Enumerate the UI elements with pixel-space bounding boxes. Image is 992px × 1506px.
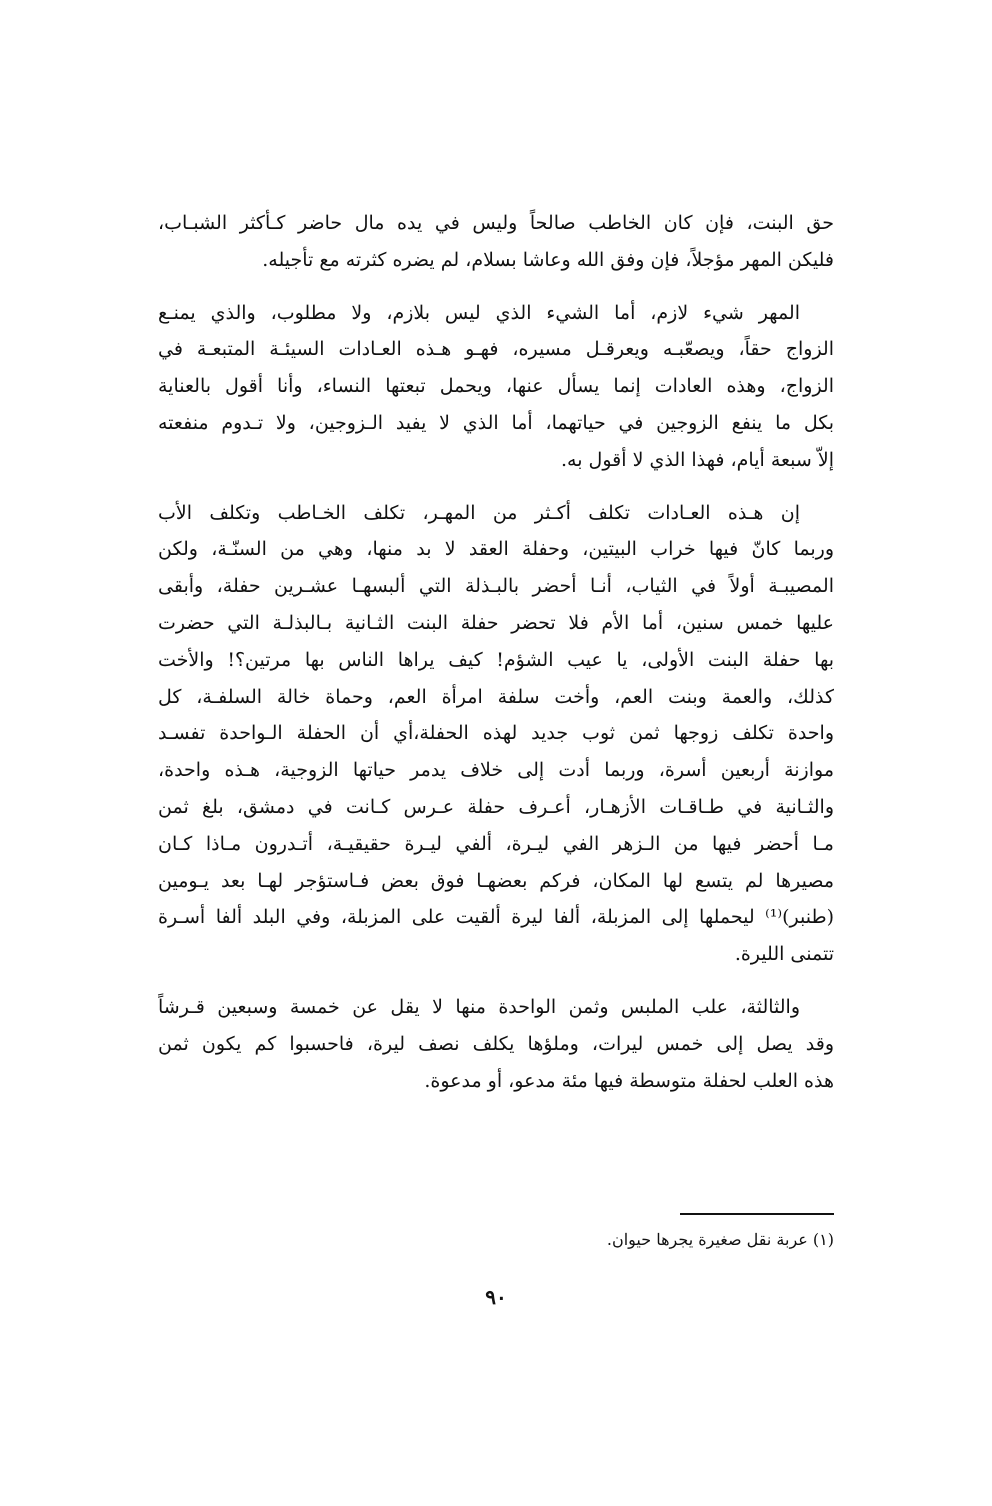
footnote-divider [680, 1213, 834, 1215]
text-line: إن هـذه العـادات تكلف أكـثر من المهـر، تكلف الخـاطب وتكلف الأب [158, 501, 800, 524]
text-line: إلاّ سبعة أيام، فهذا الذي لا أقول به. [561, 448, 834, 471]
text-line: الزواج، وهذه العادات إنما يسأل عنها، ويحمل تبعتها النساء، وأنا أقول بالعناية [158, 375, 834, 398]
text-line: كذلك، والعمة وبنت العم، وأخت سلفة امرأة العم، وحماة خالة السلفـة، كل [158, 685, 834, 708]
text-line: الزواج حقاً، ويصعّبـه ويعرقـل مسيره، فهـو هـذه العـادات السيئـة المتبعـة في [158, 338, 834, 361]
paragraph-2 [158, 295, 834, 479]
footnote: (١) عربة نقل صغيرة يجرها حيوان. [606, 1230, 834, 1249]
page-number: ٩٠ [485, 1285, 507, 1309]
paragraph-4 [158, 989, 834, 1099]
body-text [158, 205, 834, 1099]
paragraph-3 [158, 495, 834, 973]
text-line: مـا أحضر فيها من الـزهر الفي ليـرة، ألفي ليـرة حقيقيـة، أتـدرون مـاذا كـان [158, 832, 834, 855]
paragraph-gap [158, 279, 834, 295]
text-line: والثـانية في طـاقـات الأزهـار، أعـرف حفلة عـرس كـانت في دمشق، بلغ ثمن [158, 795, 834, 818]
text-line: تتمنى الليرة. [734, 943, 834, 966]
text-line: وربما كانّ فيها خراب البيتين، وحفلة العقد لا بد منها، وهي من السنّـة، ولكن [158, 538, 834, 561]
text-line: هذه العلب لحفلة متوسطة فيها مئة مدعو، أو مدعوة. [424, 1069, 834, 1092]
text-line: مصيرها لم يتسع لها المكان، فركم بعضهـا فوق بعض فـاستؤجر لهـا بعد يـومين [158, 869, 834, 892]
paragraph-gap [158, 973, 834, 989]
text-line: واحدة تكلف زوجها ثمن ثوب جديد لهذه الحفلة،أي أن الحفلة الـواحدة تفسـد [158, 722, 834, 745]
text-line: موازنة أربعين أسرة، وربما أدت إلى خلاف يدمر حياتها الزوجية، هـذه واحدة، [158, 759, 834, 782]
paragraph-gap [158, 479, 834, 495]
text-line: فليكن المهر مؤجلاً، فإن وفق الله وعاشا بسلام، لم يضره كثرته مع تأجيله. [262, 248, 834, 271]
text-line: بكل ما ينفع الزوجين في حياتهما، أما الذي لا يفيد الـزوجين، ولا تـدوم منفعته [158, 411, 834, 434]
text-line: حق البنت، فإن كان الخاطب صالحاً وليس في يده مال حاضر كـأكثر الشبـاب، [158, 212, 834, 234]
text-line: المصيبـة أولاً في الثياب، أنـا أحضر بالبـذلة التي ألبسهـا عشـرين حفلة، وأبقى [158, 575, 834, 598]
text-line: (طنبر)⁽¹⁾ ليحملها إلى المزبلة، ألفا ليرة ألقيت على المزبلة، وفي البلد ألفا أسـرة [158, 906, 834, 929]
text-line: المهر شيء لازم، أما الشيء الذي ليس بلازم، ولا مطلوب، والذي يمنـع [158, 301, 800, 324]
text-line: والثالثة، علب الملبس وثمن الواحدة منها لا يقل عن خمسة وسبعين قـرشاً [158, 995, 800, 1018]
text-line: عليها خمس سنين، أما الأم فلا تحضر حفلة البنت الثـانية بـالبذلـة التي حضرت [158, 611, 834, 634]
text-line: وقد يصل إلى خمس ليرات، وملؤها يكلف نصف ليرة، فاحسبوا كم يكون ثمن [158, 1032, 834, 1055]
text-line: بها حفلة البنت الأولى، يا عيب الشؤم! كيف يراها الناس بها مرتين؟! والأخت [158, 648, 834, 671]
paragraph-1 [158, 205, 834, 279]
